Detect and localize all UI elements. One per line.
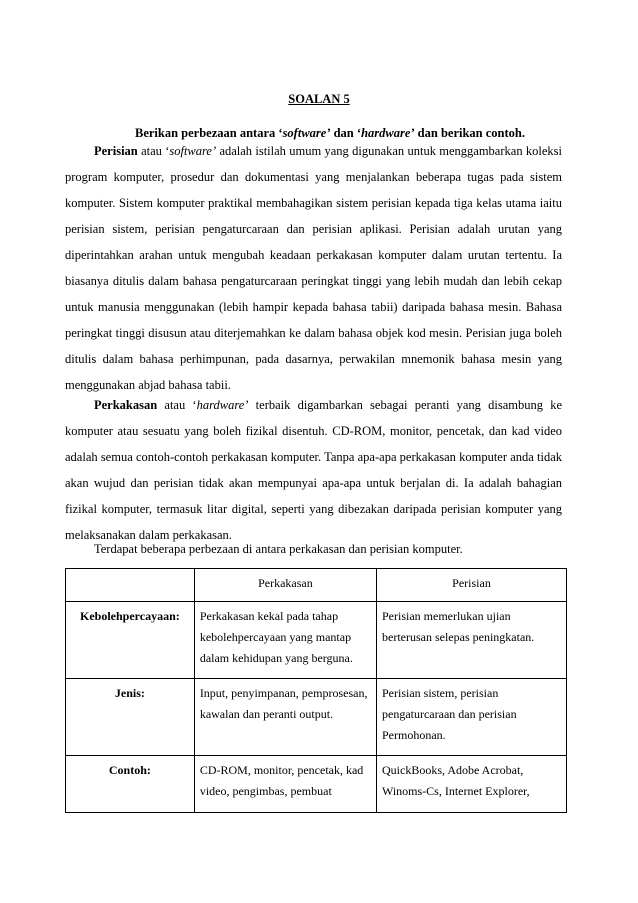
cell-hardware-reliability: Perkakasan kekal pada tahap kebolehpercayaan yang mantap dalam kehidupan yang berguna.	[194, 602, 376, 679]
cell-software-type: Perisian sistem, perisian pengaturcaraan dan perisian Permohonan.	[377, 679, 567, 756]
cell-software-reliability: Perisian memerlukan ujian berterusan selepas peningkatan.	[377, 602, 567, 679]
paragraph-hardware	[65, 392, 562, 548]
row-label-reliability: Kebolehpercayaan:	[66, 602, 195, 679]
paragraph-intro-table: Terdapat beberapa perbezaan di antara perkakasan dan perisian komputer.	[94, 542, 463, 556]
table-row	[66, 679, 567, 756]
question-term-hardware: hardware’	[361, 126, 415, 140]
cell-software-example: QuickBooks, Adobe Acrobat, Winoms-Cs, Internet Explorer,	[377, 756, 567, 813]
paragraph-hardware-connector: atau ‘	[157, 398, 197, 412]
row-label-type: Jenis:	[66, 679, 195, 756]
question-text-start: Berikan perbezaan antara ‘	[135, 126, 283, 140]
table-header-row	[66, 569, 567, 602]
table-header-hardware: Perkakasan	[194, 569, 376, 602]
paragraph-hardware-term: Perkakasan	[94, 398, 158, 412]
question-text-end: dan berikan contoh.	[414, 126, 525, 140]
cell-hardware-type: Input, penyimpanan, pemprosesan, kawalan dan peranti output.	[194, 679, 376, 756]
table-header-software: Perisian	[377, 569, 567, 602]
cell-hardware-example: CD-ROM, monitor, pencetak, kad video, pengimbas, pembuat	[194, 756, 376, 813]
paragraph-software-connector: atau ‘	[137, 144, 170, 158]
paragraph-software-term-en: software’	[169, 144, 217, 158]
paragraph-hardware-body: terbaik digambarkan sebagai peranti yang disambung ke komputer atau sesuatu yang boleh fizikal disentuh. CD-ROM, monitor, pencetak, dan kad video adalah semua contoh-contoh perkakasan komputer. Tanpa apa-apa perkakasan komputer anda tidak akan wujud dan perisian tidak akan mempunyai apa-apa untuk berjalan di. Ia adalah bahagian fizikal komputer, termasuk litar digital, seperti yang dibezakan daripada perisian komputer yang melaksanakan dalam perkakasan.	[65, 398, 563, 542]
comparison-table	[65, 568, 567, 813]
table-row	[66, 602, 567, 679]
paragraph-software-term: Perisian	[94, 144, 138, 158]
table-row	[66, 756, 567, 813]
row-label-example: Contoh:	[66, 756, 195, 813]
question-text-middle: dan ‘	[330, 126, 362, 140]
document-title: SOALAN 5	[288, 92, 350, 106]
table-header-empty	[66, 569, 195, 602]
paragraph-software	[65, 138, 562, 398]
paragraph-software-body: adalah istilah umum yang digunakan untuk menggambarkan koleksi program komputer, prosedur dan dokumentasi yang menjalankan beberapa tugas pada sistem komputer. Sistem komputer praktikal membahagikan sistem perisian kepada tiga kelas utama iaitu perisian sistem, perisian pengaturcaraan dan perisian aplikasi. Perisian adalah urutan yang diperintahkan arahan untuk mengubah keadaan perkakasan komputer dalam urutan tertentu. Ia biasanya ditulis dalam bahasa pengaturcaraan peringkat tinggi yang lebih mudah dan lebih cekap untuk manusia menggunakan (lebih hampir kepada bahasa tabii) daripada bahasa mesin. Bahasa peringkat tinggi disusun atau diterjemahkan ke dalam bahasa objek kod mesin. Perisian juga boleh ditulis dalam bahasa perhimpunan, pada dasarnya, perwakilan mnemonik bahasa mesin yang menggunakan abjad bahasa tabii.	[65, 144, 562, 392]
question-term-software: software’	[282, 126, 331, 140]
paragraph-hardware-term-en: hardware’	[196, 398, 249, 412]
